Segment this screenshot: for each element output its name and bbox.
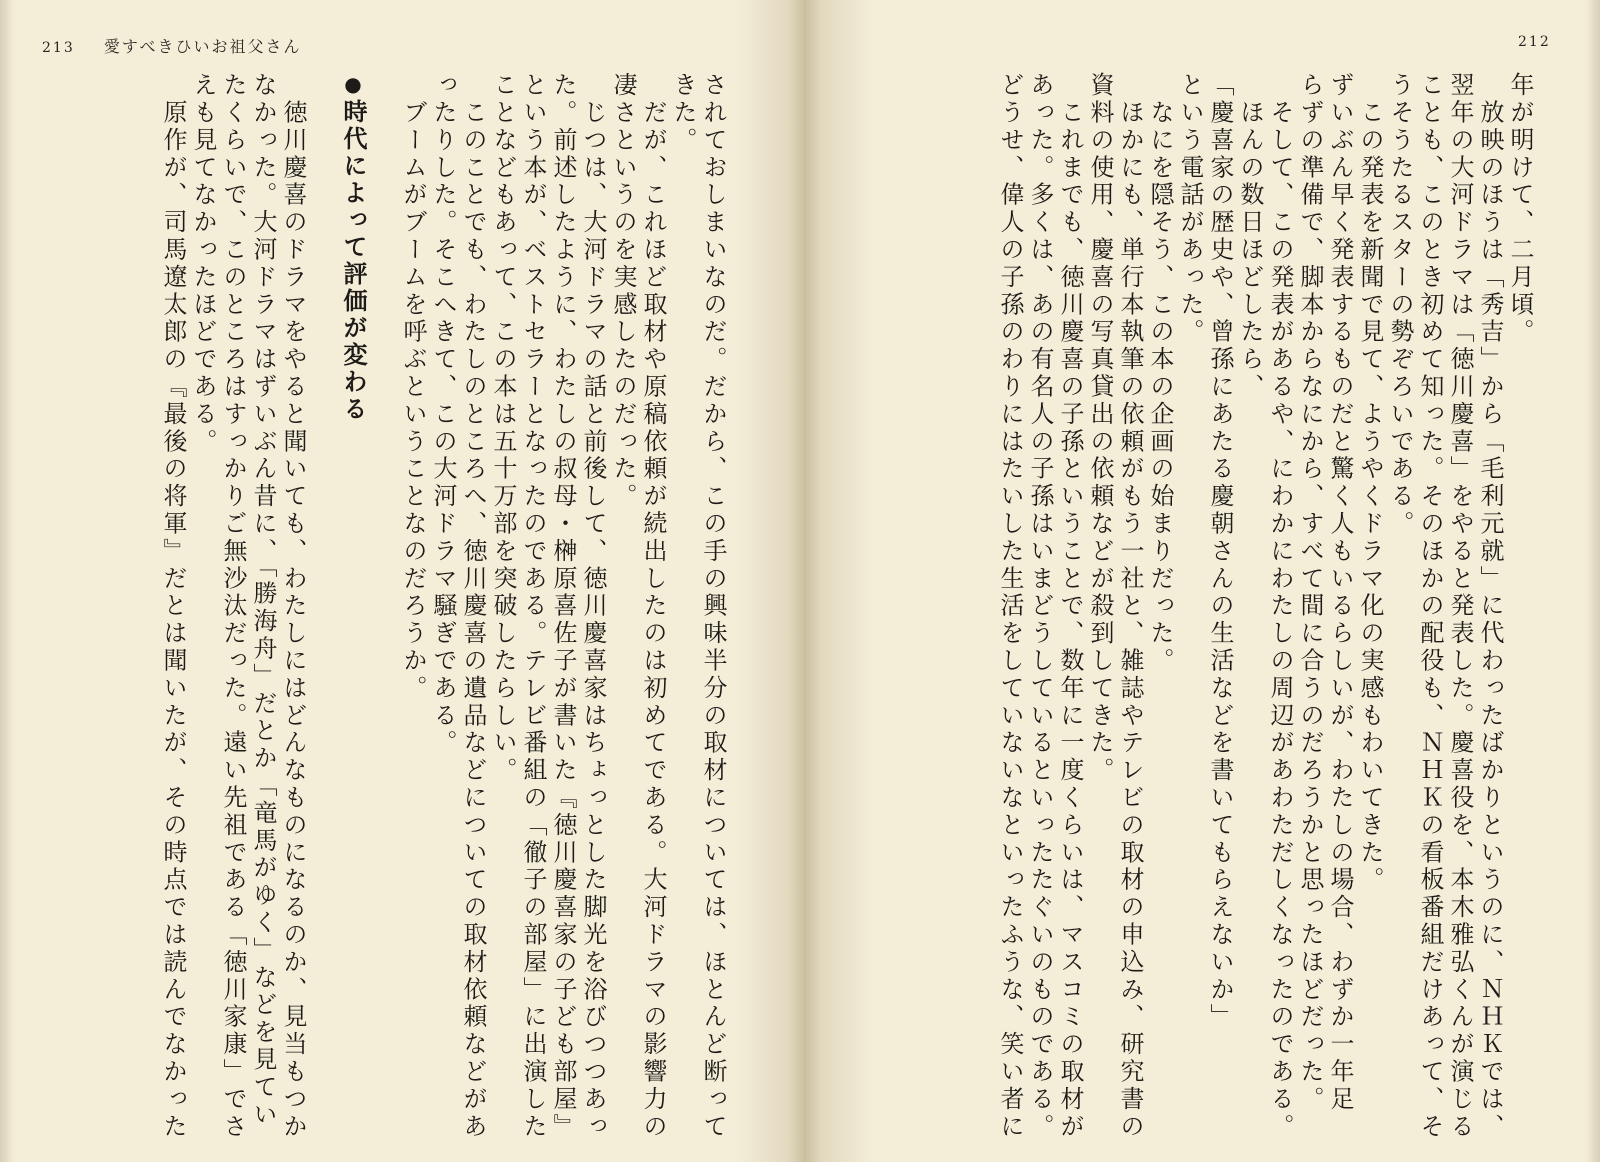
- text-line: ほかにも、単行本執筆の依頼がもう一社と、雑誌やテレビの取材の申込み、研究書の: [1116, 72, 1144, 1141]
- text-line: あった。多くは、あの有名人の子孫はいまどうしているといったたぐいのものである。: [1026, 72, 1054, 1141]
- text-line: 徳川慶喜のドラマをやると聞いても、わたしにはどんなものになるのか、見当もつか: [279, 72, 307, 1141]
- page-edge-shadow-left: [0, 0, 14, 1162]
- text-line: ことも、このとき初めて知った。そのほかの配役も、ＮＨＫの看板番組だけあって、そ: [1416, 72, 1444, 1141]
- right-page-body: [845, 72, 1535, 1152]
- left-page-number: 213: [42, 40, 75, 56]
- text-line: ずいぶん早く発表するものだと驚く人もいるらしいが、わたしの場合、わずか一年足: [1326, 72, 1354, 1114]
- text-line: うそうたるスターの勢ぞろいである。: [1386, 72, 1414, 538]
- heading-spacer: [308, 72, 338, 1152]
- text-line: 資料の使用、慶喜の写真貸出の依頼などが殺到してきた。: [1086, 72, 1114, 785]
- heading-spacer: [368, 72, 398, 1152]
- text-line: たくらいで、このところはすっかりご無沙汰だった。遠い先祖である「徳川家康」でさ: [219, 72, 247, 1141]
- text-line: きた。: [669, 72, 697, 155]
- text-line: なにを隠そう、この本の企画の始まりだった。: [1146, 72, 1174, 675]
- text-line: 原作が、司馬遼太郎の『最後の将軍』だとは聞いたが、その時点では読んでなかった: [159, 72, 187, 1141]
- section-heading: [338, 72, 368, 1152]
- text-line: これまでも、徳川慶喜の子孫ということで、数年に一度くらいは、マスコミの取材が: [1056, 72, 1084, 1141]
- text-line: という本が、ベストセラーとなったのである。テレビ番組の「徹子の部屋」に出演した: [519, 72, 547, 1141]
- right-page-header: [1518, 34, 1551, 50]
- text-line: このことでも、わたしのところへ、徳川慶喜の遺品などについての取材依頼などがあ: [459, 72, 487, 1141]
- text-line: ほんの数日ほどしたら、: [1236, 72, 1264, 401]
- text-line: ブームがブームを呼ぶということなのだろうか。: [399, 72, 427, 703]
- text-line: えも見てなかったほどである。: [189, 72, 217, 456]
- text-line: この発表を新聞で見て、ようやくドラマ化の実感もわいてきた。: [1356, 72, 1384, 894]
- left-page-body: [60, 72, 728, 1152]
- text-line: らずの準備で、脚本からなにから、すべて間に合うのだろうかと思ったほどだった。: [1296, 72, 1324, 1114]
- text-line: どうせ、偉人の子孫のわりにはたいした生活をしていないなといったふうな、笑い者に: [996, 72, 1024, 1141]
- left-page-header: [42, 34, 302, 57]
- section-heading-text: 時代によって評価が変わる: [339, 99, 367, 423]
- running-title: 愛すべきひいお祖父さん: [103, 37, 302, 56]
- text-line: 年が明けて、二月頃。: [1506, 72, 1534, 346]
- text-line: なかった。大河ドラマはずいぶん昔に、「勝海舟」だとか「竜馬がゆく」などを見てい: [249, 72, 277, 1129]
- text-line: じつは、大河ドラマの話と前後して、徳川慶喜家はちょっとした脚光を浴びつつあっ: [579, 72, 607, 1141]
- text-line: だが、これほど取材や原稿依頼が続出したのは初めてである。大河ドラマの影響力の: [639, 72, 667, 1141]
- text-line: 翌年の大河ドラマは「徳川慶喜」をやると発表した。慶喜役を、本木雅弘くんが演じる: [1446, 72, 1474, 1141]
- right-page-text: [995, 72, 1535, 1152]
- text-line: という電話があった。: [1176, 72, 1204, 346]
- text-line: 「慶喜家の歴史や、曾孫にあたる慶朝さんの生活などを書いてもらえないか」: [1206, 72, 1234, 1031]
- text-line: ったりした。そこへきて、この大河ドラマ騒ぎである。: [429, 72, 457, 757]
- text-line: そして、この発表があるや、にわかにわたしの周辺があわただしくなったのである。: [1266, 72, 1294, 1141]
- text-line: た。前述したように、わたしの叔母・榊原喜佐子が書いた『徳川慶喜家の子ども部屋』: [549, 72, 577, 1141]
- heading-bullet-icon: ●: [341, 72, 365, 99]
- text-line: 凄さというのを実感したのだった。: [609, 72, 637, 511]
- right-page-number: 212: [1518, 34, 1551, 50]
- text-line: されておしまいなのだ。だから、この手の興味半分の取材については、ほとんど断って: [699, 72, 727, 1141]
- text-line: ことなどもあって、この本は五十万部を突破したらしい。: [489, 72, 517, 785]
- text-line: 放映のほうは「秀吉」から「毛利元就」に代わったばかりというのに、ＮＨＫでは、: [1476, 72, 1504, 1141]
- page-edge-shadow-right: [1586, 0, 1600, 1162]
- left-page-text: [158, 72, 728, 1152]
